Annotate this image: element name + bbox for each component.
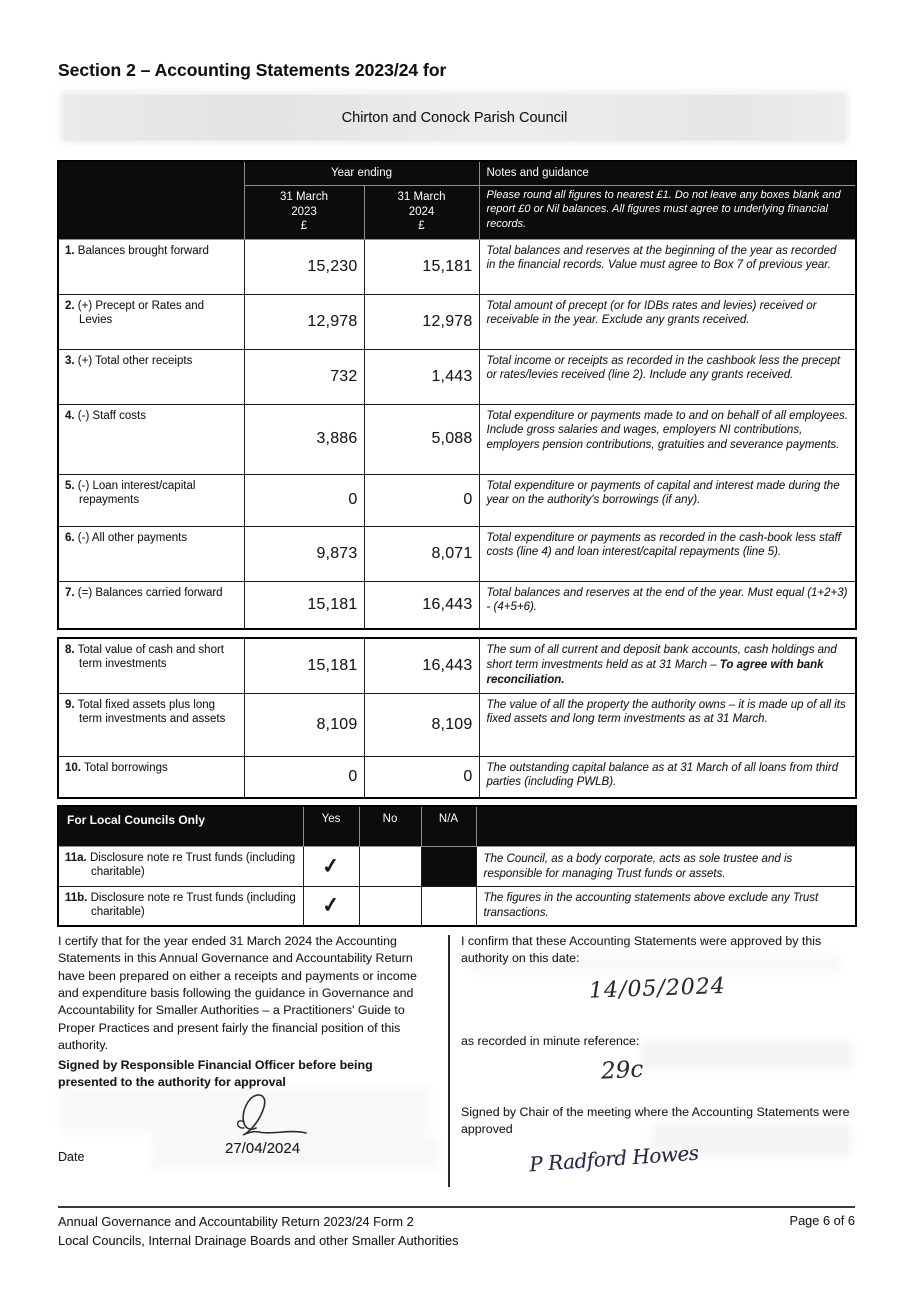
value-2024: 15,181 (364, 239, 479, 294)
table-row (58, 294, 856, 349)
value-2023: 0 (244, 474, 364, 526)
certification-section (58, 933, 855, 1191)
yes-checkbox-cell (303, 846, 359, 886)
rfo-signature (210, 1088, 320, 1148)
value-2023: 9,873 (244, 526, 364, 581)
table-row (58, 638, 856, 693)
row-note: The value of all the property the authority owns – it is made up of all its fixed assets and long term investments as at 31 March. (479, 693, 856, 756)
year-ending-header: Year ending (244, 161, 479, 185)
yes-column-header: Yes (303, 806, 359, 846)
approval-statement: I confirm that these Accounting Statements were approved by this authority on this date: (461, 934, 822, 966)
table-row (58, 404, 856, 474)
yes-checkbox-cell (303, 886, 359, 926)
table-row (58, 693, 856, 756)
row-note: Total expenditure or payments made to and on behalf of all employees. Include gross salaries and wages, employers NI contributions, employers pension contributions, gratuities and severance payments. (479, 404, 856, 474)
row-label: 4. (-) Staff costs (65, 409, 146, 422)
row-label: 1. Balances brought forward (65, 244, 209, 257)
trust-funds-row (58, 846, 856, 886)
checkmark-icon: ✓ (321, 893, 341, 919)
row-label: 8. Total value of cash and short term investments (65, 644, 224, 671)
chair-signed-label: Signed by Chair of the meeting where the Accounting Statements were approved (461, 1105, 850, 1137)
na-column-header: N/A (421, 806, 476, 846)
trust-funds-row (58, 886, 856, 926)
checkmark-icon: ✓ (321, 853, 341, 879)
value-2023: 0 (244, 756, 364, 798)
table-row (58, 526, 856, 581)
rfo-approval-date: 27/04/2024 (225, 1140, 301, 1157)
table-row (58, 474, 856, 526)
row-note: The sum of all current and deposit bank accounts, cash holdings and short term investments held as at 31 March – To agree with bank reconciliation. (479, 638, 856, 693)
row-note: The figures in the accounting statements above exclude any Trust transactions. (476, 886, 856, 926)
na-checkbox-cell (421, 846, 476, 886)
approval-date-handwritten: 14/05/2024 (588, 973, 727, 1004)
table-row (58, 349, 856, 404)
value-2024: 16,443 (364, 581, 479, 629)
value-2024: 0 (364, 756, 479, 798)
rfo-certification-statement: I certify that for the year ended 31 March 2024 the Accounting Statements in this Annual Governance and Accountability Return have been prepared on either a receipts and payments or income and expenditure basis following the guidance in Governance and Accountability for Smaller Authorities – a Practitioners' Guide to Proper Practices and present fairly the financial position of this authority. (58, 934, 417, 1053)
row-note: Total amount of precept (or for IDBs rates and levies) received or receivable in the year. Exclude any grants received. (479, 294, 856, 349)
row-note: Total balances and reserves at the beginning of the year as recorded in the financial records. Value must agree to Box 7 of previous year. (479, 239, 856, 294)
row-label: 2. (+) Precept or Rates and Levies (65, 299, 205, 326)
row-note: The Council, as a body corporate, acts as sole trustee and is responsible for managing Trust funds or assets. (476, 846, 856, 886)
table-corner-cell (58, 161, 244, 239)
column-divider (448, 935, 450, 1187)
row-note: Total expenditure or payments of capital and interest made during the year on the authority's borrowings (if any). (479, 474, 856, 526)
local-councils-header: For Local Councils Only (58, 806, 303, 846)
footer-rule (58, 1206, 855, 1208)
table-row (58, 581, 856, 629)
no-column-header: No (359, 806, 421, 846)
value-2024: 12,978 (364, 294, 479, 349)
value-2024: 8,071 (364, 526, 479, 581)
row-label: 6. (-) All other payments (65, 531, 188, 544)
column-header-2024: 31 March 2024 £ (364, 185, 479, 239)
na-checkbox-cell (421, 886, 476, 926)
rfo-certification-column (58, 933, 430, 1164)
investments-table (57, 637, 857, 799)
value-2024: 16,443 (364, 638, 479, 693)
accounting-statements-table (57, 160, 857, 630)
footer-line-2: Local Councils, Internal Drainage Boards and other Smaller Authorities (58, 1232, 459, 1248)
value-2023: 3,886 (244, 404, 364, 474)
page-number: Page 6 of 6 (789, 1213, 855, 1228)
notes-instruction: Please round all figures to nearest £1. Do not leave any boxes blank and report £0 or Nil balances. All figures must agree to underlying financial records. (479, 185, 856, 239)
value-2024: 5,088 (364, 404, 479, 474)
council-name: Chirton and Conock Parish Council (341, 109, 568, 126)
value-2024: 0 (364, 474, 479, 526)
row-label: 9. Total fixed assets plus long term investments and assets (65, 698, 226, 725)
rfo-signed-label: Signed by Responsible Financial Officer before being presented to the authority for approval (58, 1057, 373, 1089)
row-label: 5. (-) Loan interest/capital repayments (65, 479, 196, 506)
value-2023: 732 (244, 349, 364, 404)
local-councils-notes-header (476, 806, 856, 846)
value-2024: 1,443 (364, 349, 479, 404)
value-2023: 15,181 (244, 638, 364, 693)
authority-approval-column (461, 933, 855, 1177)
minute-reference-label: as recorded in minute reference: (461, 1033, 640, 1048)
chair-signature: P Radford Howes (528, 1140, 700, 1177)
column-header-2023: 31 March 2023 £ (244, 185, 364, 239)
table-row (58, 239, 856, 294)
no-checkbox-cell (359, 846, 421, 886)
local-councils-table (57, 805, 857, 927)
row-label: 7. (=) Balances carried forward (65, 586, 223, 599)
row-note: Total income or receipts as recorded in the cashbook less the precept or rates/levies received (line 2). Include any grants received. (479, 349, 856, 404)
row-label: 10. Total borrowings (65, 761, 168, 774)
section-title: Section 2 – Accounting Statements 2023/24 for (58, 60, 447, 80)
footer-document-title (58, 1213, 458, 1250)
value-2023: 15,230 (244, 239, 364, 294)
value-2023: 12,978 (244, 294, 364, 349)
council-name-field (64, 95, 845, 140)
row-note: The outstanding capital balance as at 31 March of all loans from third parties (including PWLB). (479, 756, 856, 798)
notes-guidance-header: Notes and guidance (479, 161, 856, 185)
minute-reference-handwritten: 29c (600, 1056, 644, 1085)
row-note: Total balances and reserves at the end of the year. Must equal (1+2+3) - (4+5+6). (479, 581, 856, 629)
value-2023: 8,109 (244, 693, 364, 756)
value-2023: 15,181 (244, 581, 364, 629)
row-label: 11b. Disclosure note re Trust funds (including charitable) (65, 891, 296, 918)
footer-line-1: Annual Governance and Accountability Return 2023/24 Form 2 (58, 1214, 414, 1229)
value-2024: 8,109 (364, 693, 479, 756)
no-checkbox-cell (359, 886, 421, 926)
row-label: 11a. Disclosure note re Trust funds (including charitable) (65, 851, 296, 878)
table-row (58, 756, 856, 798)
row-note: Total expenditure or payments as recorded in the cash-book less staff costs (line 4) and loan interest/capital repayments (line 5). (479, 526, 856, 581)
date-label: Date (58, 1150, 85, 1164)
row-label: 3. (+) Total other receipts (65, 354, 193, 367)
